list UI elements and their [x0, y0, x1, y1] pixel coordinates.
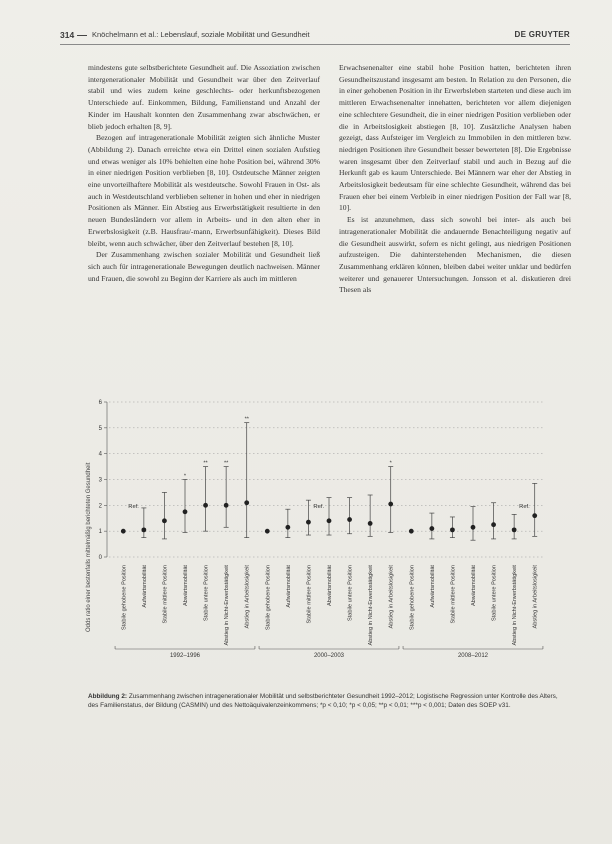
category-label: Aufwärtsmobilität — [429, 565, 436, 608]
data-point — [450, 527, 455, 532]
caption-label: Abbildung 2: — [88, 693, 128, 700]
category-label: Abstieg in Nicht-Erwerbstätigkeit — [512, 565, 519, 646]
data-point — [491, 522, 496, 527]
left-column — [88, 62, 320, 284]
y-tick-label: 6 — [98, 400, 102, 406]
y-tick-label: 5 — [98, 425, 102, 432]
y-tick-label: 4 — [98, 451, 102, 458]
ref-label: Ref. — [128, 503, 139, 510]
category-label: Stabile untere Position — [347, 565, 354, 621]
category-label: Stabile untere Position — [491, 565, 498, 621]
y-tick-label: 1 — [98, 529, 102, 536]
category-label: Stabile mittlere Position — [306, 565, 313, 624]
significance-marker: * — [389, 460, 392, 467]
category-label: Abstieg in Nicht-Erwerbstätigkeit — [224, 565, 231, 646]
significance-marker: * — [183, 473, 187, 480]
data-point — [471, 525, 476, 530]
category-label: Stabile gehobene Position — [409, 565, 416, 631]
data-point — [183, 509, 188, 514]
right-column — [339, 62, 571, 296]
significance-marker: ** — [224, 460, 229, 467]
data-point — [409, 529, 414, 534]
running-header — [60, 30, 570, 44]
paragraph: Erwachsenenalter eine stabil hohe Position hatten, berichteten ihren Gesundheitszustand insgesamt am besten. In Relation zu den Personen, die in einer gehobenen Position in ihr Erwerbsleben starteten und diese auch im mittleren Erwachsenenalter innehatten, berichteten vor allem diejenigen eine schlechtere Gesundheit, die in einer niedrigen Position verblieben oder die in Arbeitslosigkeit abstiegen [8, 10]. Zusätzliche Analysen haben gezeigt, dass Aufsteiger im Vergleich zu Immobilen in den mittleren bzw. niedrigen Positionen ihre Gesundheit besser bewerteten [8]. Die Ergebnisse waren insgesamt über den Zeitverlauf stabil und auch in Bezug auf die Herkunft gab es kaum Unterschiede. Bei Männern war eher der Abstieg in Arbeitslosigkeit bedeutsam für eine schlechte Gesundheit, während das bei Frauen eher bei einem Verbleib in einer niedrigen Position der Fall war [8, 10]. — [339, 63, 571, 213]
header-dash — [77, 35, 87, 36]
category-label: Stabile mittlere Position — [162, 565, 169, 624]
category-label: Abwärtsmobilität — [327, 565, 333, 607]
publisher-logo: DE GRUYTER — [514, 30, 570, 39]
category-label: Abwärtsmobilität — [183, 565, 189, 607]
category-label: Aufwärtsmobilität — [285, 565, 292, 608]
data-point — [327, 518, 332, 523]
data-point — [265, 529, 270, 534]
odds-ratio-chart — [85, 390, 555, 675]
data-point — [141, 527, 146, 532]
data-point — [388, 502, 393, 507]
header-rule — [60, 44, 570, 45]
running-title: Knöchelmann et al.: Lebenslauf, soziale Mobilität und Gesundheit — [92, 30, 310, 39]
category-label: Abstieg in Nicht-Erwerbstätigkeit — [368, 565, 375, 646]
y-tick-label: 2 — [98, 503, 102, 510]
significance-marker: ** — [203, 460, 208, 467]
paragraph: Bezogen auf intragenerationale Mobilität zeigten sich ähnliche Muster (Abbildung 2). Danach erreichte etwa ein Drittel einen sozialen Aufstieg und etwas weniger als 10% behielten eine hohe Position bei, während 30% in einer niedrigen Position verblieben [8, 10]. Ostdeutsche Männer zeigten eine unvorteilhaftere Mobilität als westdeutsche. Sowohl Frauen in Ost- als auch in Westdeutschland verblieben seltener in hohen und eher in niedrigen Positionen als Männer. Ein Abstieg aus Erwerbstätigkeit resultierte in den neuen Bundesländern vor allem in Arbeits- und in den alten eher in Erwerbslosigkeit (z.B. Hausfrau/-mann, Erwerbsunfähigkeit). Dieses Bild bleibt, wenn auch schwächer, über den Zeitverlauf bestehen [8, 10]. — [88, 133, 320, 248]
data-point — [244, 500, 249, 505]
paragraph: Der Zusammenhang zwischen sozialer Mobilität und Gesundheit ließ sich auch für intragenerationale Bewegungen deutlich nachweisen. Männer und Frauen, die sowohl zu Beginn der Karriere als auch im mittleren — [88, 250, 320, 283]
data-point — [285, 525, 290, 530]
figure-2 — [85, 390, 555, 675]
page-number: 314 — [60, 30, 75, 40]
y-axis-title: Odds ratio einer bestenfalls mittelmäßig berichteten Gesundheit — [86, 462, 92, 632]
data-point — [429, 526, 434, 531]
y-tick-label: 3 — [98, 477, 102, 484]
category-label: Abwärtsmobilität — [471, 565, 477, 607]
category-label: Abstieg in Arbeitslosigkeit — [244, 565, 251, 629]
category-label: Aufwärtsmobilität — [141, 565, 148, 608]
data-point — [347, 517, 352, 522]
paragraph: Es ist anzunehmen, dass sich sowohl bei inter- als auch bei intragenerationaler Mobilität die andauernde Benachteiligung negativ auf die Gesundheit auswirkt, sofern es nicht gelingt, aus niedrigen Positionen aufzusteigen. Die dahinterstehenden Mechanismen, die diesen Zusammenhang erklären können, bleiben dabei weiter unklar und bedürfen weiterer und genauerer Untersuchungen. Jonsson et al. diskutieren drei Thesen als — [339, 215, 571, 295]
paragraph: mindestens gute selbstberichtete Gesundheit auf. Die Assoziation zwischen intergenerationaler Mobilität und Gesundheit war über den Zeitverlauf stabil und wies zudem keine geschlechts- oder herkunftsbezogenen Unterschiede auf. Einkommen, Bildung, Familienstand und Anzahl der Kinder im Haushalt konnten den Zusammenhang zwar abschwächen, er blieb jedoch erhalten [8, 9]. — [88, 63, 320, 131]
data-point — [512, 527, 517, 532]
data-point — [368, 521, 373, 526]
group-label: 2008–2012 — [457, 653, 489, 659]
category-label: Stabile gehobene Position — [265, 565, 272, 631]
ref-label: Ref. — [313, 503, 325, 510]
data-point — [224, 503, 229, 508]
data-point — [306, 520, 311, 525]
category-label: Abstieg in Arbeitslosigkeit — [532, 565, 539, 629]
category-label: Abstieg in Arbeitslosigkeit — [388, 565, 395, 629]
data-point — [532, 513, 537, 518]
figure-caption — [88, 692, 558, 710]
group-label: 1992–1996 — [169, 653, 201, 659]
category-label: Stabile mittlere Position — [450, 565, 457, 624]
category-label: Stabile gehobene Position — [121, 565, 128, 631]
data-point — [121, 529, 126, 534]
category-label: Stabile untere Position — [203, 565, 210, 621]
data-point — [203, 503, 208, 508]
group-label: 2000–2003 — [313, 653, 345, 659]
data-point — [162, 518, 167, 523]
ref-label: Ref. — [519, 503, 530, 510]
y-tick-label: 0 — [98, 555, 102, 561]
significance-marker: ** — [244, 416, 249, 423]
caption-text: Zusammenhang zwischen intragenerationaler Mobilität und selbstberichteter Gesundheit 1992–2012; Logistische Regression unter Kontrolle des Alters, des Familienstatus, der Bildung (CASMIN) und des Nettoäquivalenzeinkommens; *p < 0,10; *p < 0,05; **p < 0,01; ***p < 0,001; Daten des SOEP v31. — [88, 693, 558, 710]
